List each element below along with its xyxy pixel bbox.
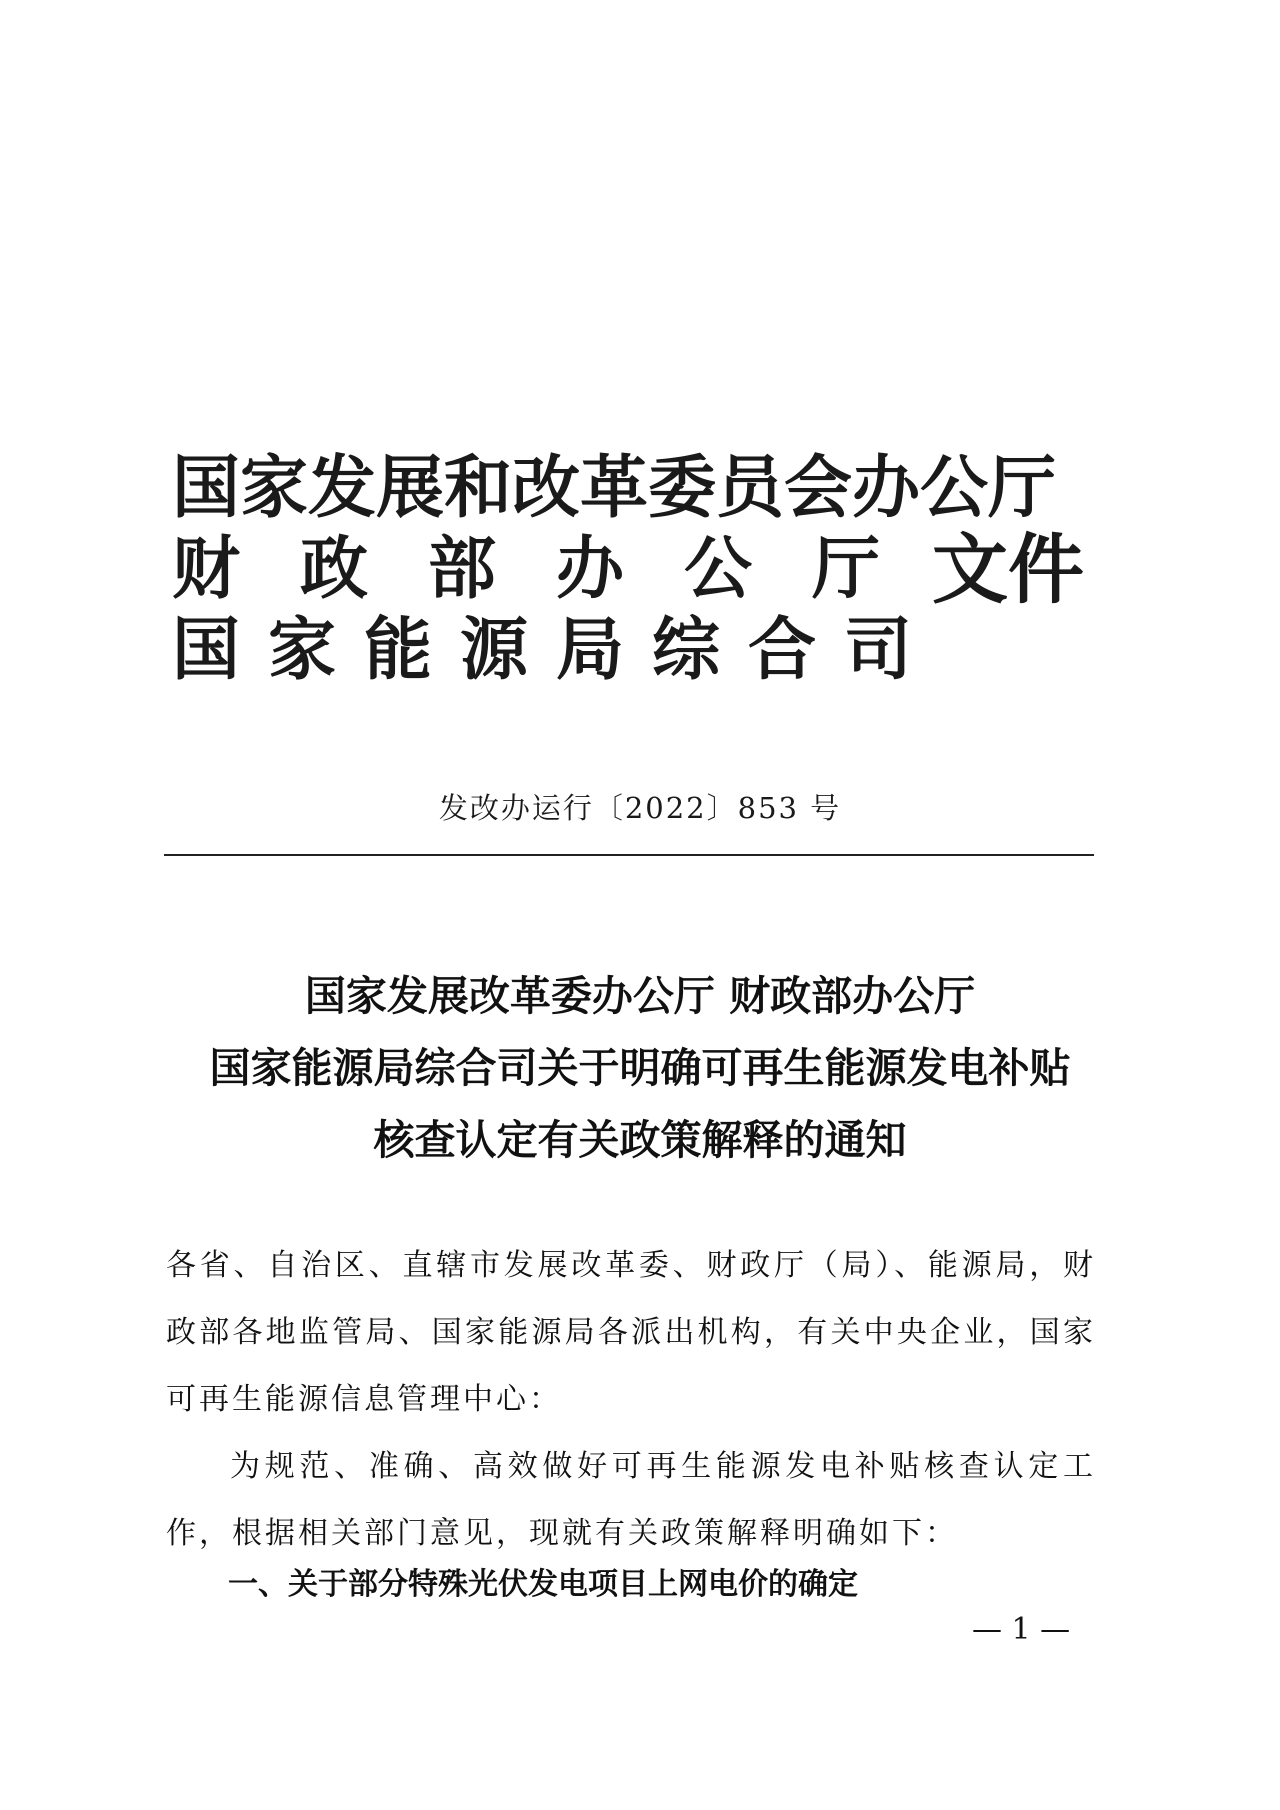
document-body xyxy=(166,1232,1096,1567)
issuer-nea-char: 合 xyxy=(748,610,817,690)
issuer-mof-char: 公 xyxy=(684,529,753,609)
title-line: 国家能源局综合司关于明确可再生能源发电补贴 xyxy=(209,1044,1071,1092)
intro-paragraph: 为规范、准确、高效做好可再生能源发电补贴核查认定工作，根据相关部门意见，现就有关政策解释明确如下： xyxy=(166,1449,1096,1551)
issuer-nea-char: 局 xyxy=(556,610,625,690)
issuer-mof-char: 部 xyxy=(428,529,497,609)
issuer-nea-char: 源 xyxy=(460,610,529,690)
title-line: 核查认定有关政策解释的通知 xyxy=(373,1116,907,1164)
section-heading-1: 一、关于部分特殊光伏发电项目上网电价的确定 xyxy=(228,1567,858,1602)
issuer-nea-char: 家 xyxy=(268,610,337,690)
issuer-nea-char: 综 xyxy=(652,610,721,690)
issuer-mof-char: 厅 xyxy=(812,529,881,609)
issuer-mof-char: 政 xyxy=(300,529,369,609)
issuer-mof-char: 办 xyxy=(556,529,625,609)
issuer-mof-char: 财 xyxy=(172,529,241,609)
addressee-paragraph: 各省、自治区、直辖市发展改革委、财政厅（局）、能源局，财政部各地监管局、国家能源局各派出机构，有关中央企业，国家可再生能源信息管理中心： xyxy=(166,1248,1096,1417)
document-word: 文件 xyxy=(932,525,1084,614)
issuer-ndrc-office: 国家发展和改革委员会办公厅 xyxy=(172,448,1057,528)
title-line: 国家发展改革委办公厅 财政部办公厅 xyxy=(304,972,976,1020)
issuer-nea-char: 能 xyxy=(364,610,433,690)
issuer-nea-char: 国 xyxy=(172,610,241,690)
issuer-nea-char: 司 xyxy=(844,610,913,690)
document-title xyxy=(120,960,1160,1176)
document-number: 发改办运行〔2022〕853 号 xyxy=(438,791,842,825)
header-divider xyxy=(164,854,1094,856)
page-number: — 1 — xyxy=(972,1612,1071,1647)
